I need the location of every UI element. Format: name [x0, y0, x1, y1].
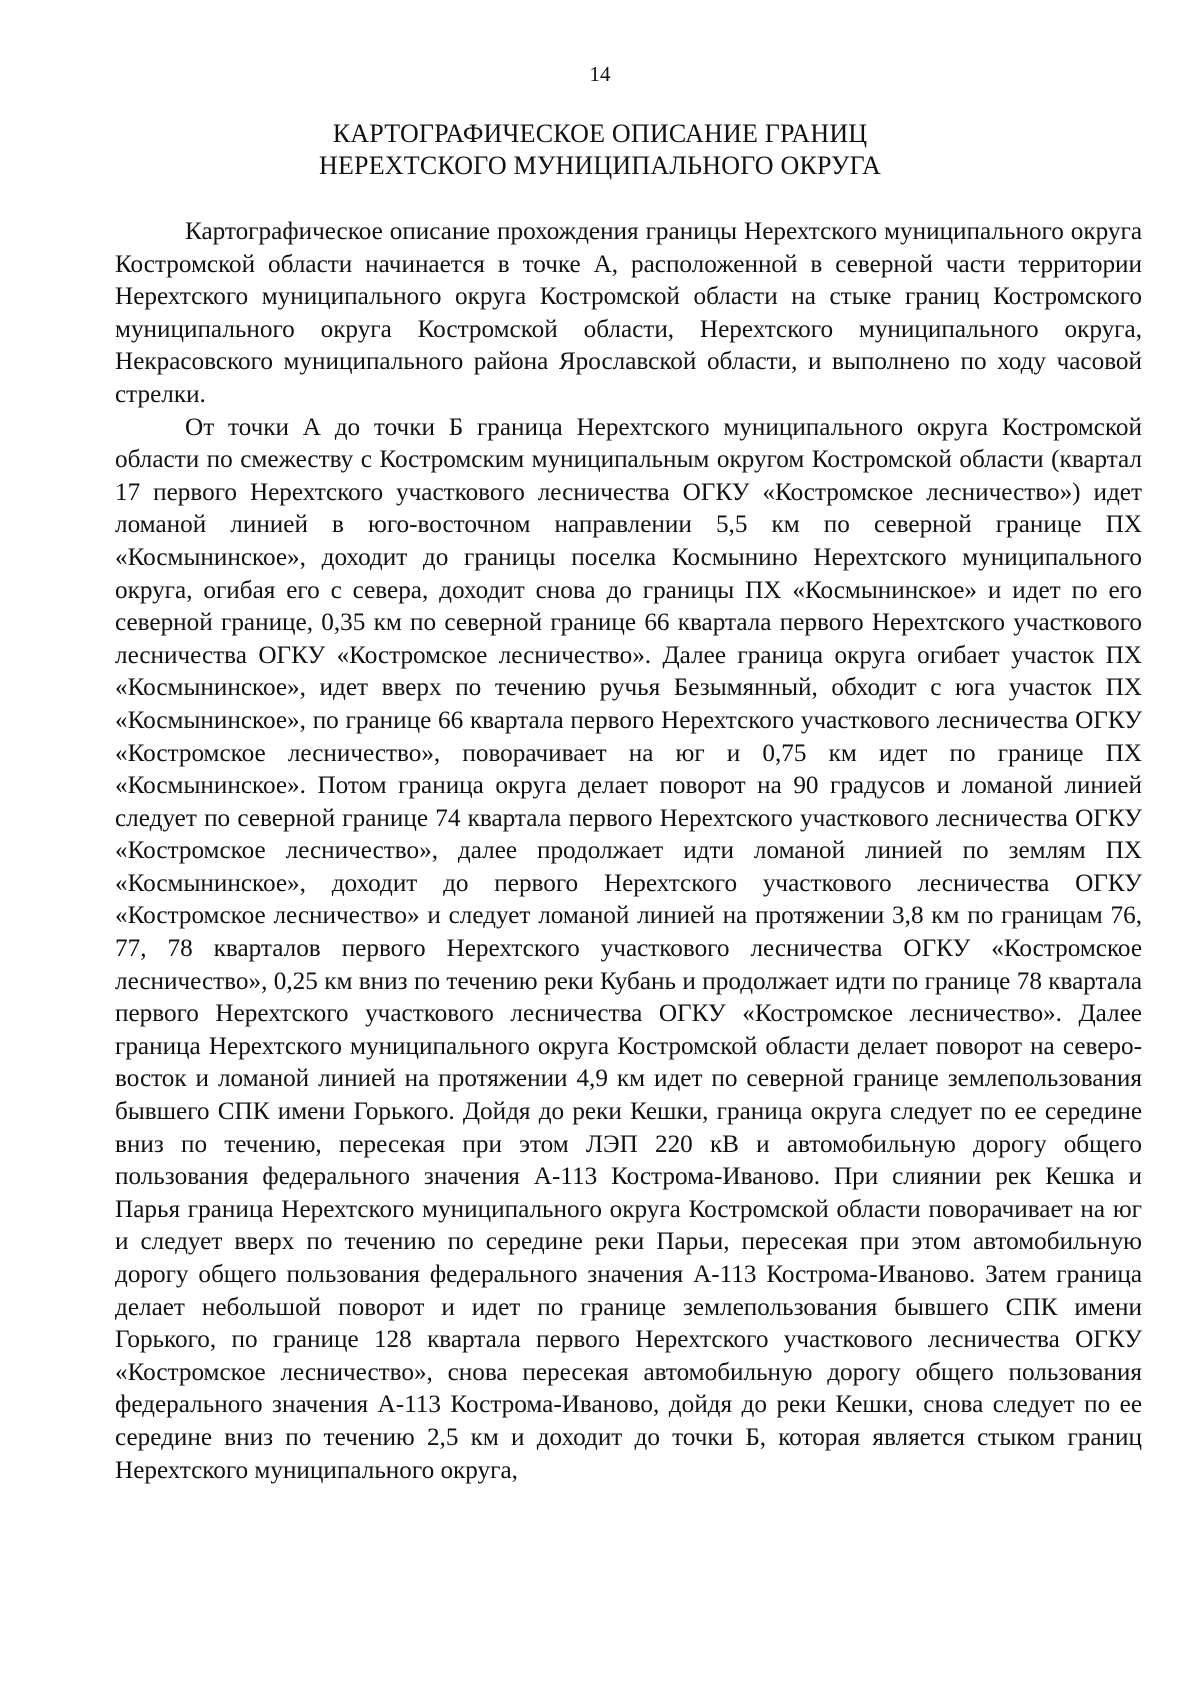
title-line-1: КАРТОГРАФИЧЕСКОЕ ОПИСАНИЕ ГРАНИЦ: [332, 119, 868, 148]
paragraph-intro: Картографическое описание прохождения границы Нерехтского муниципального округа Костромской области начинается в точке А, расположенной в северной части территории Нерехтского муниципального округа Костромской области на стыке границ Костромского муниципального округа Костромской области, Нерехтского муниципального округа, Некрасовского муниципального района Ярославской области, и выполнено по ходу часовой стрелки.: [115, 218, 1142, 408]
page-number: 14: [589, 62, 611, 86]
title-line-2: НЕРЕХТСКОГО МУНИЦИПАЛЬНОГО ОКРУГА: [318, 151, 881, 180]
paragraph-boundary-a-to-b: От точки А до точки Б граница Нерехтского муниципального округа Костромской области по смежеству с Костромским муниципальным округом Костромской области (квартал 17 первого Нерехтского участкового лесничества ОГКУ «Костромское лесничество») идет ломаной линией в юго-восточном направлении 5,5 км по северной границе ПХ «Космынинское», доходит до границы поселка Космынино Нерехтского муниципального округа, огибая его с севера, доходит снова до границы ПХ «Космынинское» и идет по его северной границе, 0,35 км по северной границе 66 квартала первого Нерехтского участкового лесничества ОГКУ «Костромское лесничество». Далее граница округа огибает участок ПХ «Космынинское», идет вверх по течению ручья Безымянный, обходит с юга участок ПХ «Космынинское», по границе 66 квартала первого Нерехтского участкового лесничества ОГКУ «Костромское лесничество», поворачивает на юг и 0,75 км идет по границе ПХ «Космынинское». Потом граница округа делает поворот на 90 градусов и ломаной линией следует по северной границе 74 квартала первого Нерехтского участкового лесничества ОГКУ «Костромское лесничество», далее продолжает идти ломаной линией по землям ПХ «Космынинское», доходит до первого Нерехтского участкового лесничества ОГКУ «Костромское лесничество» и следует ломаной линией на протяжении 3,8 км по границам 76, 77, 78 кварталов первого Нерехтского участкового лесничества ОГКУ «Костромское лесничество», 0,25 км вниз по течению реки Кубань и продолжает идти по границе 78 квартала первого Нерехтского участкового лесничества ОГКУ «Костромское лесничество». Далее граница Нерехтского муниципального округа Костромской области делает поворот на северо-восток и ломаной линией на протяжении 4,9 км идет по северной границе землепользования бывшего СПК имени Горького. Дойдя до реки Кешки, граница округа следует по ее середине вниз по течению, пересекая при этом ЛЭП 220 кВ и автомобильную дорогу общего пользования федерального значения А-113 Кострома-Иваново. При слиянии рек Кешка и Парья граница Нерехтского муниципального округа Костромской области поворачивает на юг и следует вверх по течению по середине реки Парьи, пересекая при этом автомобильную дорогу общего пользования федерального значения А-113 Кострома-Иваново. Затем граница делает небольшой поворот и идет по границе землепользования бывшего СПК имени Горького, по границе 128 квартала первого Нерехтского участкового лесничества ОГКУ «Костромское лесничество», снова пересекая автомобильную дорогу общего пользования федерального значения А-113 Кострома-Иваново, дойдя до реки Кешки, снова следует по ее середине вниз по течению 2,5 км и доходит до точки Б, которая является стыком границ Нерехтского муниципального округа,: [115, 413, 1142, 1484]
document-title: [0, 118, 1200, 182]
document-body: [115, 216, 1142, 1487]
